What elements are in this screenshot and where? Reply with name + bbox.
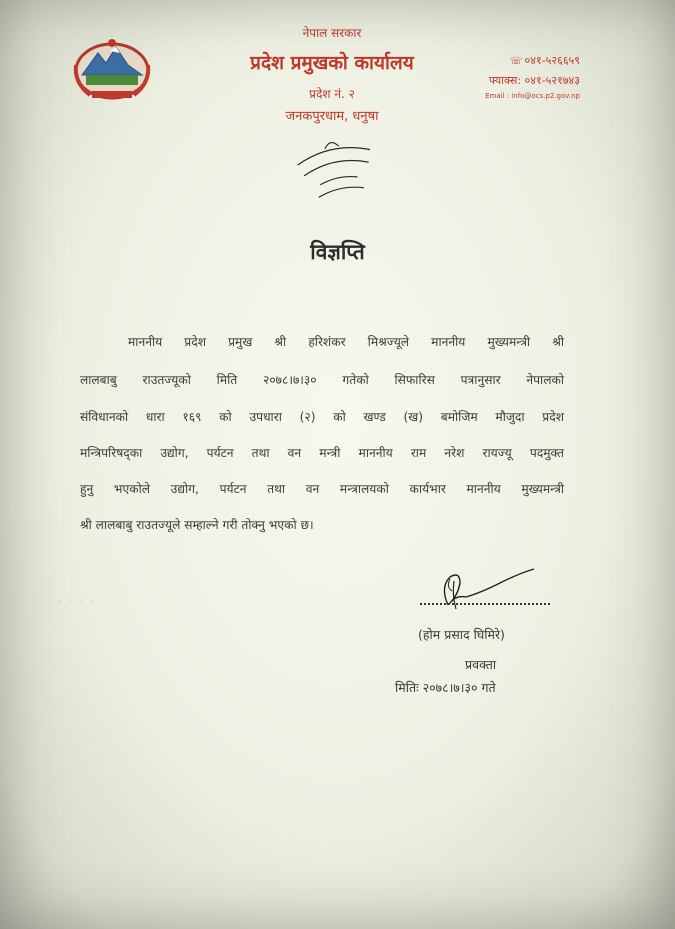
phone-value: ०४१-५२६६५९: [524, 54, 580, 67]
nepal-emblem-icon: [70, 35, 154, 101]
notice-title: विज्ञप्ति: [310, 240, 365, 264]
notice-line-4: मन्त्रिपरिषद्का उद्योग, पर्यटन तथा वन मन्त्री माननीय राम नरेश रायज्यू पदमुक्त: [80, 446, 564, 460]
signature-line: [420, 603, 550, 605]
office-title: प्रदेश प्रमुखको कार्यालय: [250, 52, 414, 74]
notice-line-6: श्री लालबाबु राउतज्यूले सम्हाल्ने गरी तोक्नु भएको छ।: [80, 518, 314, 532]
notice-date: मितिः २०७८।७।३० गते: [395, 680, 496, 695]
margin-dots: · · · ·: [58, 598, 97, 607]
phone-number: [450, 53, 580, 68]
spokesperson-name: (होम प्रसाद घिमिरे): [418, 627, 505, 642]
city-label: जनकपुरधाम, धनुषा: [285, 109, 379, 124]
notice-line-1: माननीय प्रदेश प्रमुख श्री हरिशंकर मिश्रज्यूले माननीय मुख्यमन्त्री श्री: [128, 335, 564, 349]
notice-line-3: संविधानको धारा १६९ को उपधारा (२) को खण्ड (ख) बमोजिम मौजुदा प्रदेश: [80, 410, 564, 424]
office-stamp-icon: [290, 135, 385, 210]
spokesperson-role: प्रवक्ता: [465, 657, 497, 672]
signature-icon: [420, 565, 545, 625]
notice-line-2: लालबाबु राउतज्यूको मिति २०७८।७।३० गतेको सिफारिस पत्रानुसार नेपालको: [80, 373, 564, 387]
province-label: प्रदेश नं. २: [309, 87, 355, 101]
phone-icon: ☏: [510, 56, 523, 67]
notice-line-5: हुनु भएकोले उद्योग, पर्यटन तथा वन मन्त्रालयको कार्यभार माननीय मुख्यमन्त्री: [80, 482, 564, 496]
fax-number: फ्याक्स: ०४१-५२१७४३: [488, 74, 580, 87]
email-address: Email : info@ocs.p2.gov.np: [485, 92, 580, 100]
government-label: नेपाल सरकार: [302, 26, 362, 40]
